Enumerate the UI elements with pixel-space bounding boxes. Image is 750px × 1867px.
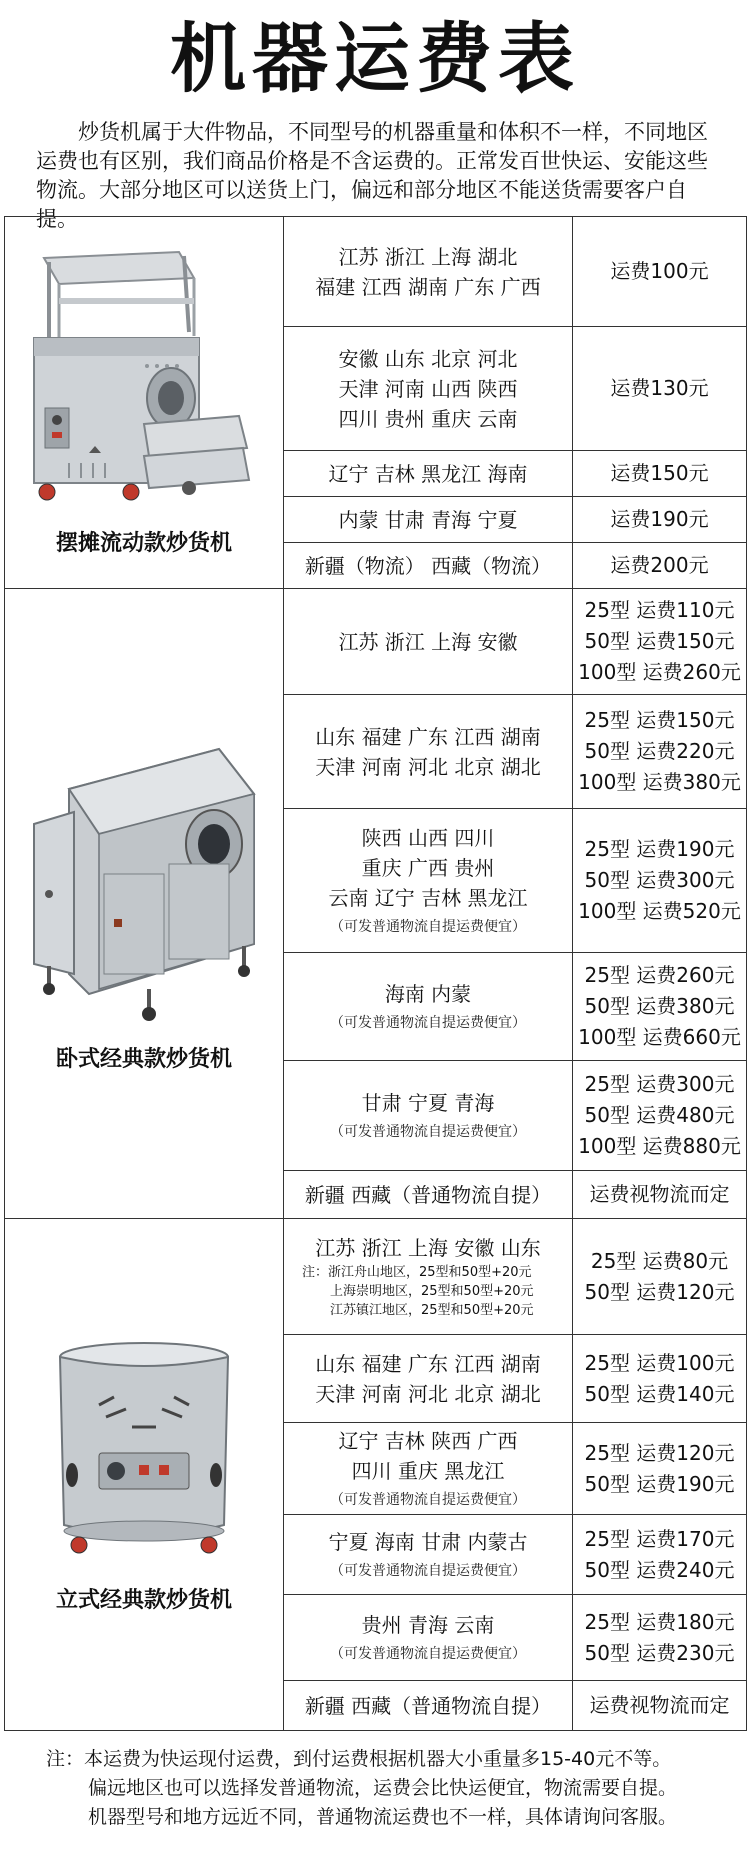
logistics-note: （可发普通物流自提运费便宜）	[330, 1562, 526, 1579]
fee-line: 100型 运费260元	[578, 660, 741, 684]
fee-cell	[573, 1515, 747, 1595]
region-cell	[284, 327, 573, 451]
fee-cell	[573, 1335, 747, 1423]
region-cell	[284, 217, 573, 327]
region-line: 江苏 浙江 上海 安徽 山东	[315, 1236, 541, 1260]
fee-line: 50型 运费230元	[584, 1640, 735, 1665]
fee-cell	[573, 1595, 747, 1681]
machine-cell	[5, 589, 284, 1219]
footer-line: 注：本运费为快运现付运费，到付运费根据机器大小重量多15-40元不等。	[46, 1748, 672, 1770]
fee-line: 50型 运费150元	[584, 629, 735, 653]
machine-name: 卧式经典款炒货机	[55, 1047, 232, 1072]
fee-cell	[573, 1171, 747, 1219]
fee-cell	[573, 543, 747, 589]
region-line: 宁夏 海南 甘肃 内蒙古	[328, 1529, 528, 1554]
horizontal-roaster-image	[19, 734, 269, 1034]
fee-line: 运费130元	[610, 376, 709, 400]
fee-line: 25型 运费150元	[584, 708, 735, 732]
fee-line: 25型 运费110元	[584, 598, 735, 622]
surcharge-note: 江苏镇江地区，25型和50型+20元	[330, 1303, 534, 1318]
region-line: 山东 福建 广东 江西 湖南	[315, 1351, 541, 1376]
region-line: 山东 福建 广东 江西 湖南	[315, 724, 541, 749]
region-line: 江苏 浙江 上海 安徽	[338, 629, 518, 654]
fee-cell	[573, 809, 747, 953]
fee-line: 50型 运费190元	[584, 1471, 735, 1496]
region-line: 天津 河南 山西 陕西	[338, 376, 518, 401]
fee-line: 25型 运费80元	[590, 1248, 729, 1273]
fee-line: 100型 运费520元	[578, 899, 741, 923]
region-cell	[284, 451, 573, 497]
intro-line: 炒货机属于大件物品，不同型号的机器重量和体积不一样，不同地区	[78, 120, 708, 144]
table-row	[5, 1219, 747, 1335]
fee-cell	[573, 589, 747, 695]
fee-line: 50型 运费220元	[584, 739, 735, 763]
region-line: 新疆（物流） 西藏（物流）	[304, 553, 552, 578]
region-cell	[284, 695, 573, 809]
fee-line: 25型 运费100元	[584, 1350, 735, 1375]
machine-cell	[5, 1219, 284, 1731]
fee-line: 25型 运费300元	[584, 1072, 735, 1096]
fee-cell	[573, 1219, 747, 1335]
region-cell	[284, 1171, 573, 1219]
freight-table	[4, 216, 747, 1731]
fee-line: 50型 运费140元	[584, 1381, 735, 1406]
region-line: 重庆 广西 贵州	[361, 855, 495, 880]
fee-line: 50型 运费120元	[584, 1279, 735, 1304]
fee-cell	[573, 1061, 747, 1171]
fee-line: 50型 运费300元	[584, 868, 735, 892]
fee-line: 50型 运费240元	[584, 1557, 735, 1582]
region-line: 辽宁 吉林 陕西 广西	[338, 1428, 518, 1453]
fee-cell	[573, 327, 747, 451]
fee-line: 25型 运费190元	[584, 837, 735, 861]
region-line: 内蒙 甘肃 青海 宁夏	[338, 507, 518, 532]
fee-line: 50型 运费480元	[584, 1103, 735, 1127]
region-cell	[284, 1595, 573, 1681]
intro-line: 运费也有区别，我们商品价格是不含运费的。正常发百世快运、安能这些	[36, 149, 708, 173]
fee-cell	[573, 451, 747, 497]
fee-cell	[573, 1423, 747, 1515]
region-line: 江苏 浙江 上海 湖北	[338, 244, 518, 269]
region-cell	[284, 543, 573, 589]
region-line: 海南 内蒙	[384, 981, 472, 1006]
surcharge-note: 注：浙江舟山地区，25型和50型+20元	[302, 1265, 532, 1280]
region-line: 云南 辽宁 吉林 黑龙江	[328, 885, 528, 910]
region-cell	[284, 809, 573, 953]
region-cell	[284, 1219, 573, 1335]
region-cell	[284, 497, 573, 543]
region-line: 福建 江西 湖南 广东 广西	[315, 274, 541, 299]
region-line: 天津 河南 河北 北京 湖北	[315, 1381, 541, 1406]
region-cell	[284, 1681, 573, 1731]
fee-cell	[573, 695, 747, 809]
footer-line: 偏远地区也可以选择发普通物流，运费会比快运便宜，物流需要自提。	[88, 1777, 678, 1799]
region-cell	[284, 1423, 573, 1515]
logistics-note: （可发普通物流自提运费便宜）	[330, 1014, 526, 1031]
region-line: 四川 重庆 黑龙江	[351, 1458, 505, 1483]
region-cell	[284, 1515, 573, 1595]
region-cell	[284, 1061, 573, 1171]
vertical-roaster-image	[44, 1335, 244, 1575]
fee-line: 25型 运费120元	[584, 1440, 735, 1465]
region-cell	[284, 1335, 573, 1423]
region-line: 四川 贵州 重庆 云南	[338, 406, 518, 431]
fee-line: 运费190元	[610, 507, 709, 531]
fee-cell	[573, 1681, 747, 1731]
fee-line: 25型 运费260元	[584, 963, 735, 987]
region-line: 贵州 青海 云南	[361, 1612, 495, 1637]
region-line: 辽宁 吉林 黑龙江 海南	[328, 461, 528, 486]
fee-cell	[573, 953, 747, 1061]
fee-line: 25型 运费170元	[584, 1526, 735, 1551]
region-line: 陕西 山西 四川	[361, 825, 495, 850]
footer-note	[46, 1745, 726, 1832]
machine-name: 立式经典款炒货机	[55, 1588, 232, 1613]
region-line: 天津 河南 河北 北京 湖北	[315, 754, 541, 779]
table-row	[5, 589, 747, 695]
fee-line: 运费100元	[610, 259, 709, 283]
fee-line: 25型 运费180元	[584, 1609, 735, 1634]
logistics-note: （可发普通物流自提运费便宜）	[330, 1491, 526, 1508]
logistics-note: （可发普通物流自提运费便宜）	[330, 918, 526, 935]
fee-cell	[573, 497, 747, 543]
logistics-note: （可发普通物流自提运费便宜）	[330, 1123, 526, 1140]
fee-line: 100型 运费880元	[578, 1134, 741, 1158]
stall-roaster-image	[19, 248, 269, 518]
surcharge-note: 上海崇明地区，25型和50型+20元	[330, 1284, 534, 1299]
fee-line: 运费150元	[610, 461, 709, 485]
fee-line: 50型 运费380元	[584, 994, 735, 1018]
fee-line: 运费视物流而定	[589, 1182, 730, 1206]
region-cell	[284, 953, 573, 1061]
fee-line: 运费视物流而定	[589, 1693, 730, 1717]
fee-line: 100型 运费660元	[578, 1025, 741, 1049]
fee-line: 运费200元	[610, 553, 709, 577]
footer-line: 机器型号和地方远近不同，普通物流运费也不一样，具体请询问客服。	[88, 1806, 678, 1828]
intro-line: 物流。大部分地区可以送货上门，偏远和部分地区不能送货需要客户自提。	[36, 178, 687, 231]
fee-line: 100型 运费380元	[578, 770, 741, 794]
region-line: 新疆 西藏（普通物流自提）	[304, 1182, 552, 1207]
logistics-note: （可发普通物流自提运费便宜）	[330, 1645, 526, 1662]
region-line: 安徽 山东 北京 河北	[338, 346, 518, 371]
region-line: 新疆 西藏（普通物流自提）	[304, 1693, 552, 1718]
region-cell	[284, 589, 573, 695]
machine-name: 摆摊流动款炒货机	[55, 531, 232, 556]
region-line: 甘肃 宁夏 青海	[361, 1090, 495, 1115]
fee-cell	[573, 217, 747, 327]
table-row	[5, 217, 747, 327]
page-title: 机器运费表	[170, 14, 580, 103]
machine-cell	[5, 217, 284, 589]
